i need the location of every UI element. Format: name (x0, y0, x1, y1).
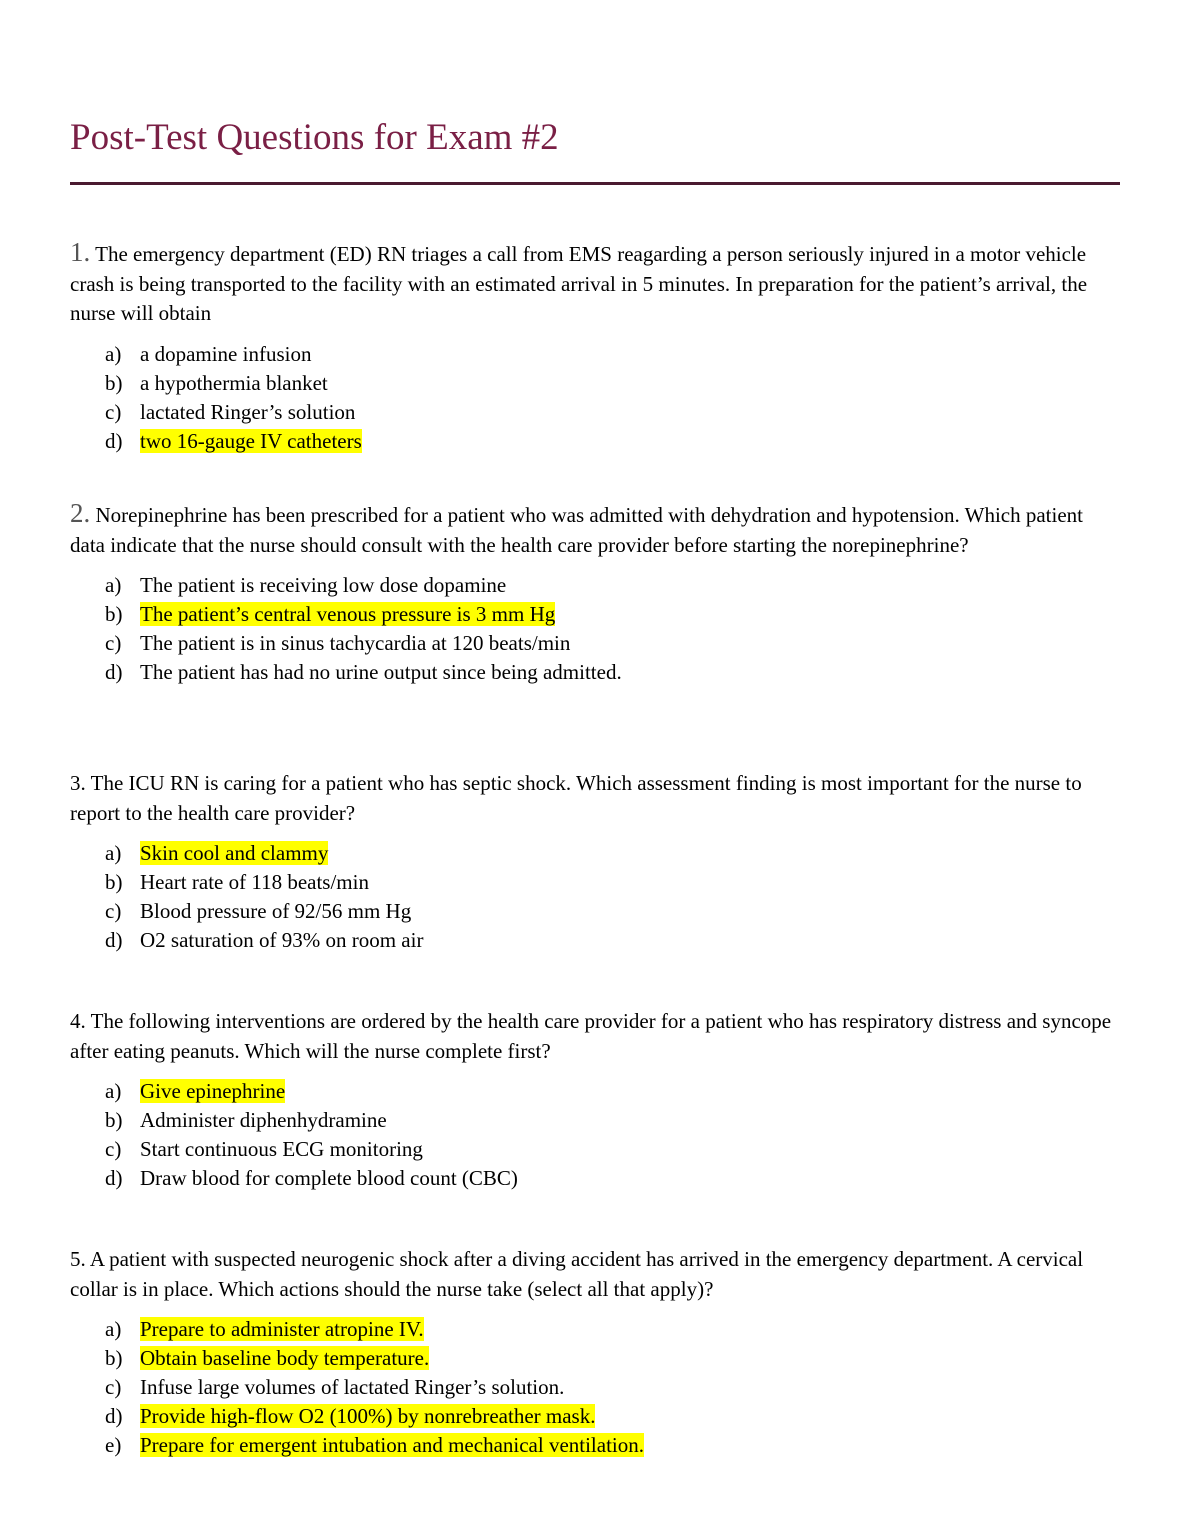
question-text: The ICU RN is caring for a patient who has septic shock. Which assessment finding is most important for the nurse to report to the health care provider? (70, 771, 1082, 825)
answer-option (70, 1431, 1120, 1460)
option-letter: b) (105, 870, 123, 894)
answer-option (70, 629, 1120, 658)
answer-option (70, 897, 1120, 926)
question-stem (70, 238, 1120, 329)
option-text: Draw blood for complete blood count (CBC) (140, 1166, 518, 1190)
page-title: Post-Test Questions for Exam #2 (70, 117, 559, 158)
option-letter: b) (105, 1346, 123, 1370)
answer-option (70, 398, 1120, 427)
answer-option (70, 1106, 1120, 1135)
option-text: The patient’s central venous pressure is 3 mm Hg (140, 602, 556, 626)
option-letter: c) (105, 631, 122, 655)
answer-option (70, 926, 1120, 955)
option-text: a dopamine infusion (140, 341, 312, 366)
answer-options (70, 1077, 1120, 1193)
option-letter: a) (105, 573, 122, 597)
option-letter: d) (105, 1404, 123, 1428)
option-letter: e) (105, 1433, 122, 1457)
answer-options (70, 571, 1120, 687)
option-text: Give epinephrine (140, 1079, 286, 1103)
answer-options (70, 1315, 1120, 1460)
option-letter: a) (105, 1079, 122, 1103)
question-3 (70, 769, 1120, 955)
option-letter: a) (105, 341, 122, 366)
option-text: Start continuous ECG monitoring (140, 1137, 423, 1161)
question-stem (70, 769, 1120, 828)
option-text: O2 saturation of 93% on room air (140, 928, 424, 952)
title-divider (70, 182, 1120, 185)
option-letter: c) (105, 1137, 122, 1161)
answer-option (70, 1344, 1120, 1373)
question-1 (70, 238, 1120, 456)
answer-option (70, 340, 1120, 369)
question-number: 5. (70, 1247, 86, 1271)
answer-option (70, 369, 1120, 398)
question-text: The following interventions are ordered by the health care provider for a patient who has respiratory distress and syncope after eating peanuts. Which will the nurse complete first? (70, 1009, 1112, 1063)
question-number: 4. (70, 1009, 86, 1033)
option-text: lactated Ringer’s solution (140, 399, 356, 424)
option-text: Infuse large volumes of lactated Ringer’s solution. (140, 1375, 565, 1399)
question-number: 2. (70, 498, 91, 528)
option-text: two 16-gauge IV catheters (140, 428, 362, 453)
question-4 (70, 1007, 1120, 1193)
option-text: The patient has had no urine output since being admitted. (140, 660, 622, 684)
question-number: 3. (70, 771, 86, 795)
option-letter: d) (105, 660, 123, 684)
question-stem (70, 499, 1120, 560)
question-text: The emergency department (ED) RN triages a call from EMS reagarding a person seriously injured in a motor vehicle crash is being transported to the facility with an estimated arrival in 5 minutes. In preparation for the patient’s arrival, the nurse will obtain (70, 242, 1088, 325)
answer-option (70, 427, 1120, 456)
question-text: A patient with suspected neurogenic shock after a diving accident has arrived in the emergency department. A cervical collar is in place. Which actions should the nurse take (select all that apply)? (70, 1247, 1084, 1301)
answer-option (70, 571, 1120, 600)
option-letter: c) (105, 1375, 122, 1399)
option-letter: d) (105, 1166, 123, 1190)
option-letter: d) (105, 428, 123, 453)
option-text: a hypothermia blanket (140, 370, 328, 395)
question-number: 1. (70, 237, 91, 267)
answer-option (70, 600, 1120, 629)
option-letter: b) (105, 370, 123, 395)
option-text: Skin cool and clammy (140, 841, 329, 865)
option-text: Obtain baseline body temperature. (140, 1346, 430, 1370)
option-letter: c) (105, 399, 122, 424)
option-text: Provide high-flow O2 (100%) by nonrebreather mask. (140, 1404, 596, 1428)
option-letter: c) (105, 899, 122, 923)
option-text: Prepare for emergent intubation and mechanical ventilation. (140, 1433, 645, 1457)
answer-option (70, 839, 1120, 868)
option-text: The patient is receiving low dose dopamine (140, 573, 507, 597)
answer-option (70, 1373, 1120, 1402)
option-text: Heart rate of 118 beats/min (140, 870, 369, 894)
question-stem (70, 1007, 1120, 1066)
option-letter: d) (105, 928, 123, 952)
answer-option (70, 1402, 1120, 1431)
option-text: Administer diphenhydramine (140, 1108, 387, 1132)
question-stem (70, 1245, 1120, 1304)
answer-option (70, 1135, 1120, 1164)
answer-option (70, 1077, 1120, 1106)
answer-option (70, 868, 1120, 897)
option-letter: a) (105, 1317, 122, 1341)
option-text: Blood pressure of 92/56 mm Hg (140, 899, 412, 923)
answer-option (70, 658, 1120, 687)
answer-option (70, 1315, 1120, 1344)
answer-options (70, 340, 1120, 456)
option-text: Prepare to administer atropine IV. (140, 1317, 424, 1341)
option-letter: b) (105, 1108, 123, 1132)
option-letter: a) (105, 841, 122, 865)
question-2 (70, 499, 1120, 687)
question-5 (70, 1245, 1120, 1460)
answer-option (70, 1164, 1120, 1193)
answer-options (70, 839, 1120, 955)
option-text: The patient is in sinus tachycardia at 120 beats/min (140, 631, 571, 655)
option-letter: b) (105, 602, 123, 626)
question-text: Norepinephrine has been prescribed for a patient who was admitted with dehydration and hypotension. Which patient data indicate that the nurse should consult with the health care provider before starting the norepinephrine? (70, 503, 1083, 557)
